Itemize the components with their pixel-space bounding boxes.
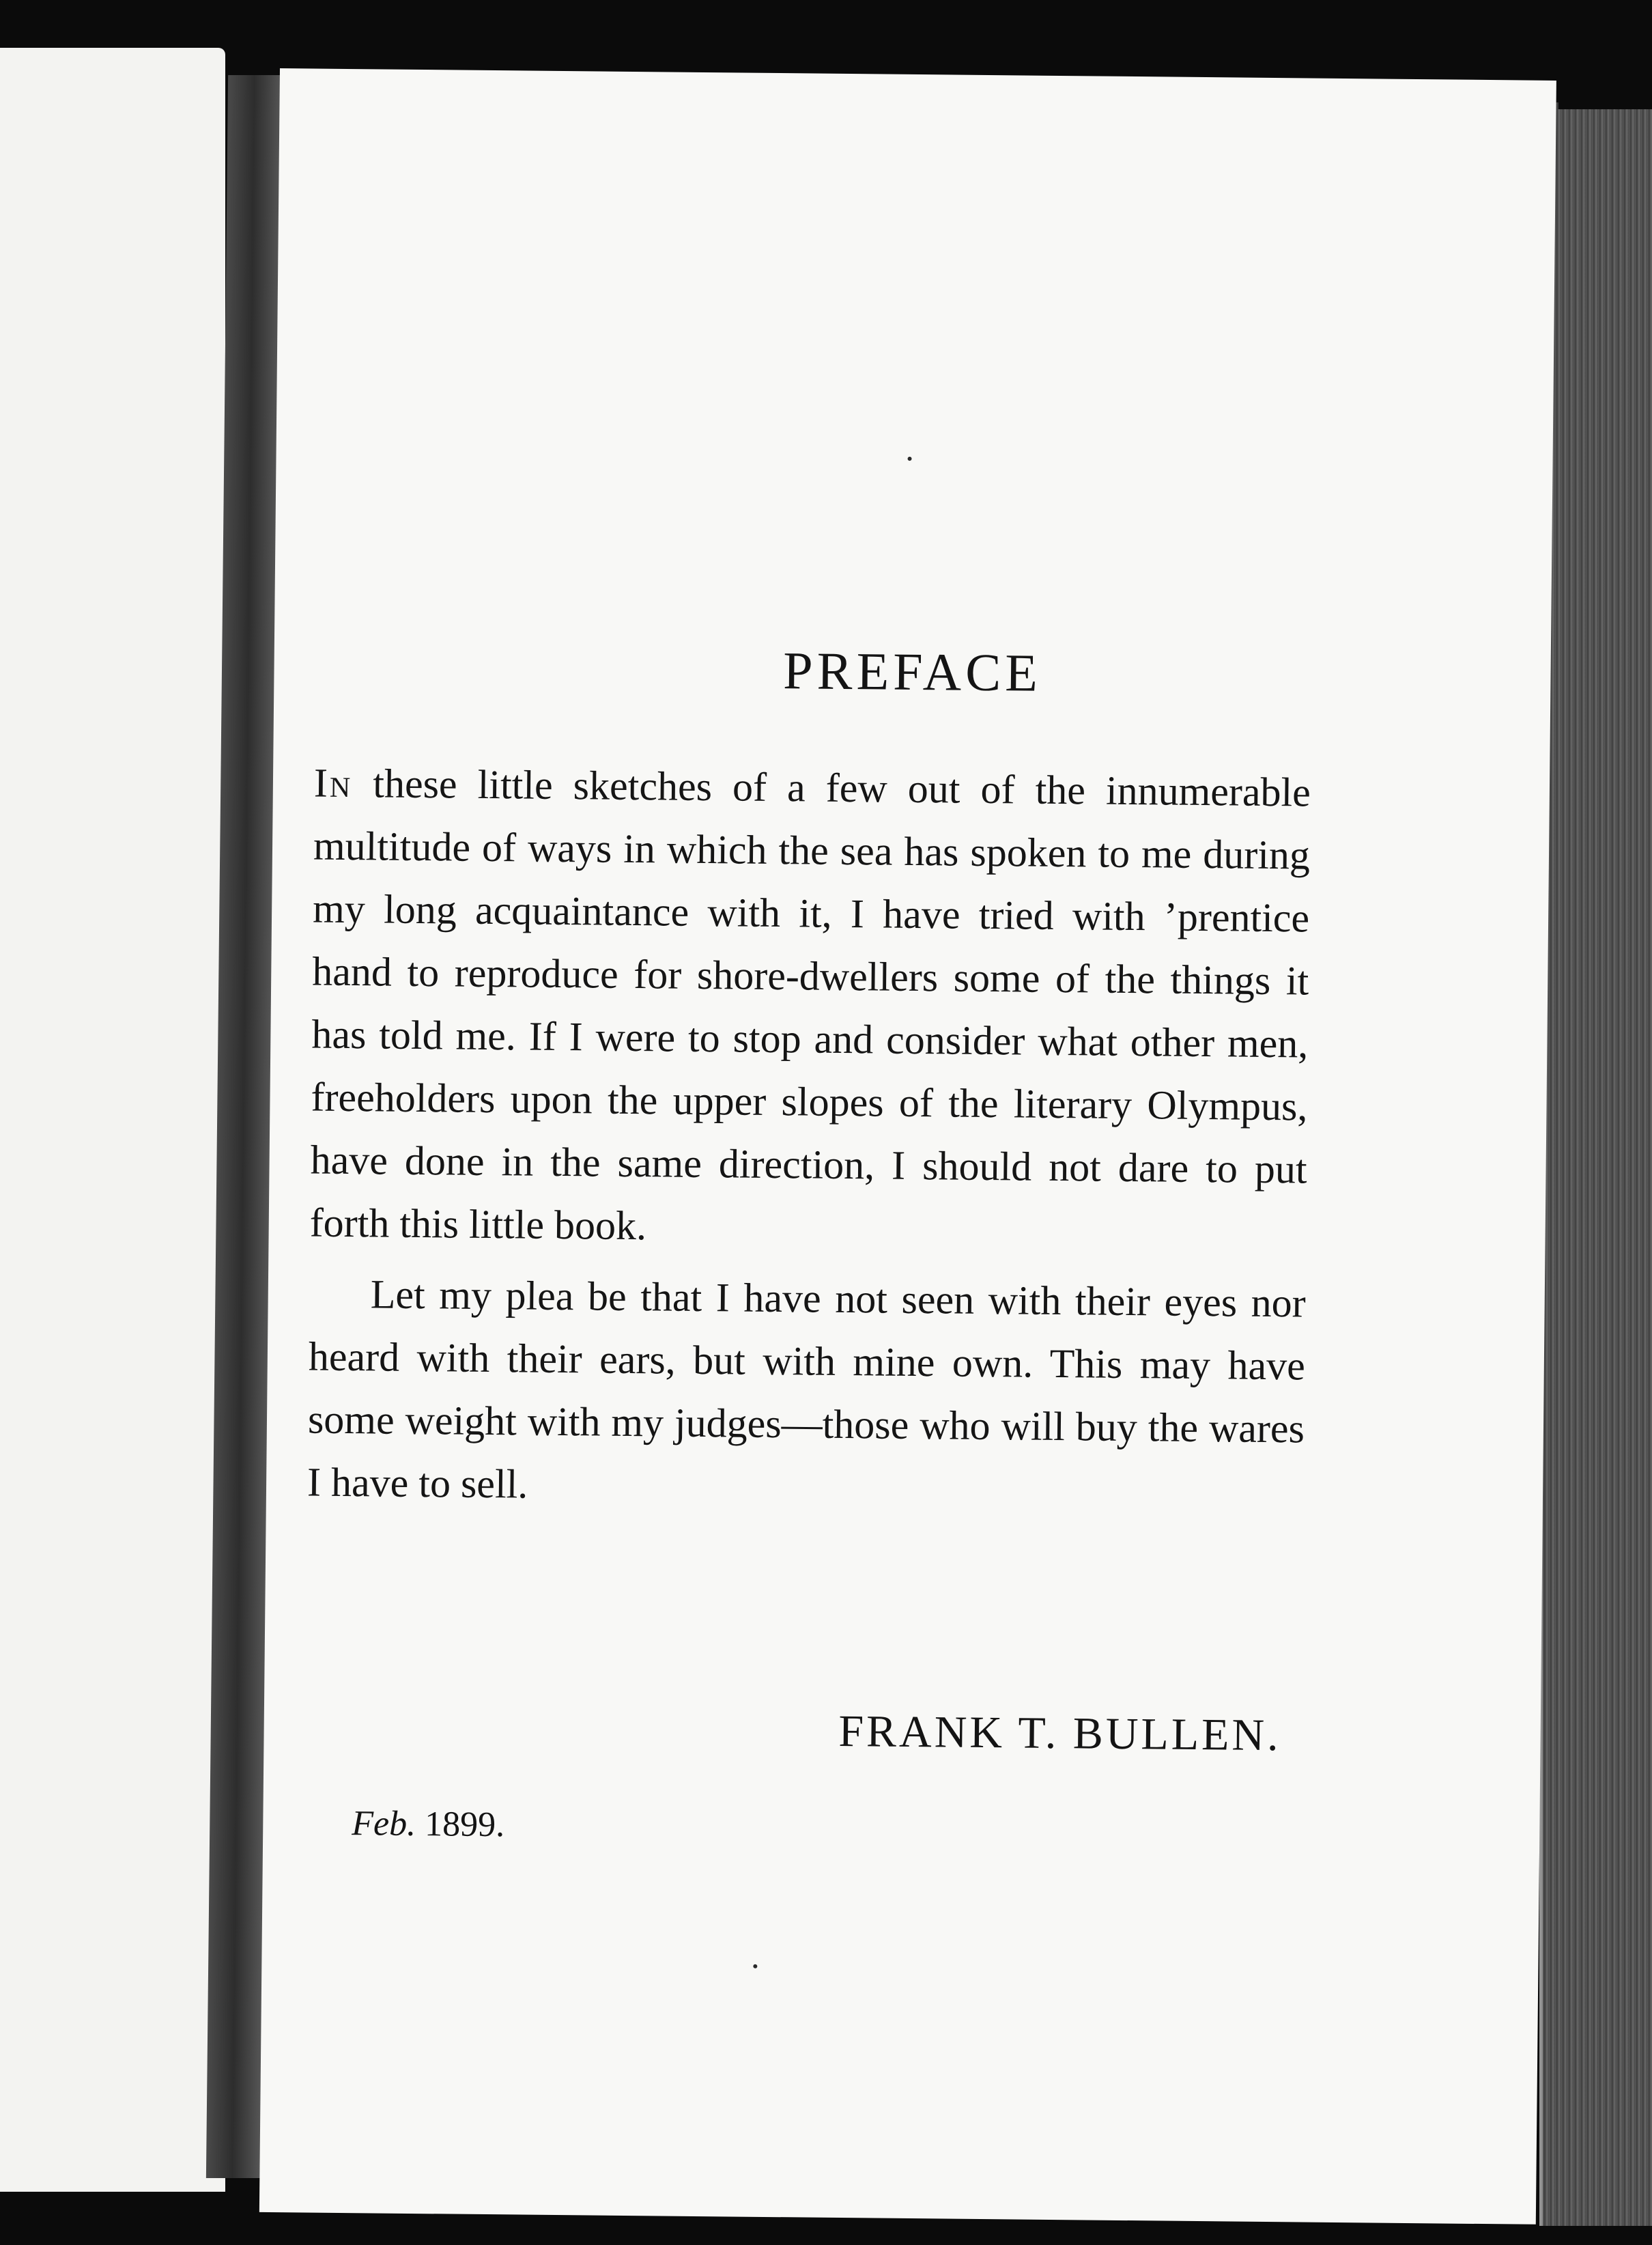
- author-signature: FRANK T. BULLEN.: [838, 1706, 1281, 1761]
- paragraph-1: [309, 752, 1311, 1264]
- date-year: 1899.: [424, 1805, 505, 1845]
- paragraph-2: Let my plea be that I have not seen with their eyes nor heard with their ears, but with mine own. This may have some weight with my judges—those who will buy the wares I have to sell.: [307, 1271, 1307, 1507]
- preface-body: [307, 752, 1311, 1523]
- book-page-edges: [1543, 109, 1652, 2226]
- paper-speck: [908, 457, 912, 461]
- paragraph-1-text: these little sketches of a few out of the innumerable multitude of ways in which the sea has spoken to me during my long acquaintance with it, I have tried with ’prentice hand to reproduce for shore-dwellers some of the things it has told me. If I were to stop and consider what other men, freeholders upon the upper slopes of the literary Olympus, have done in the same direction, I should not dare to put forth this little book.: [309, 761, 1311, 1249]
- dropcap-word: In: [313, 760, 353, 806]
- date-month: Feb.: [352, 1804, 416, 1844]
- preface-page: [259, 68, 1556, 2225]
- left-facing-page: [0, 48, 225, 2192]
- preface-date: [352, 1803, 504, 1845]
- page-title: PREFACE: [782, 640, 1042, 703]
- paper-speck: [753, 1964, 757, 1968]
